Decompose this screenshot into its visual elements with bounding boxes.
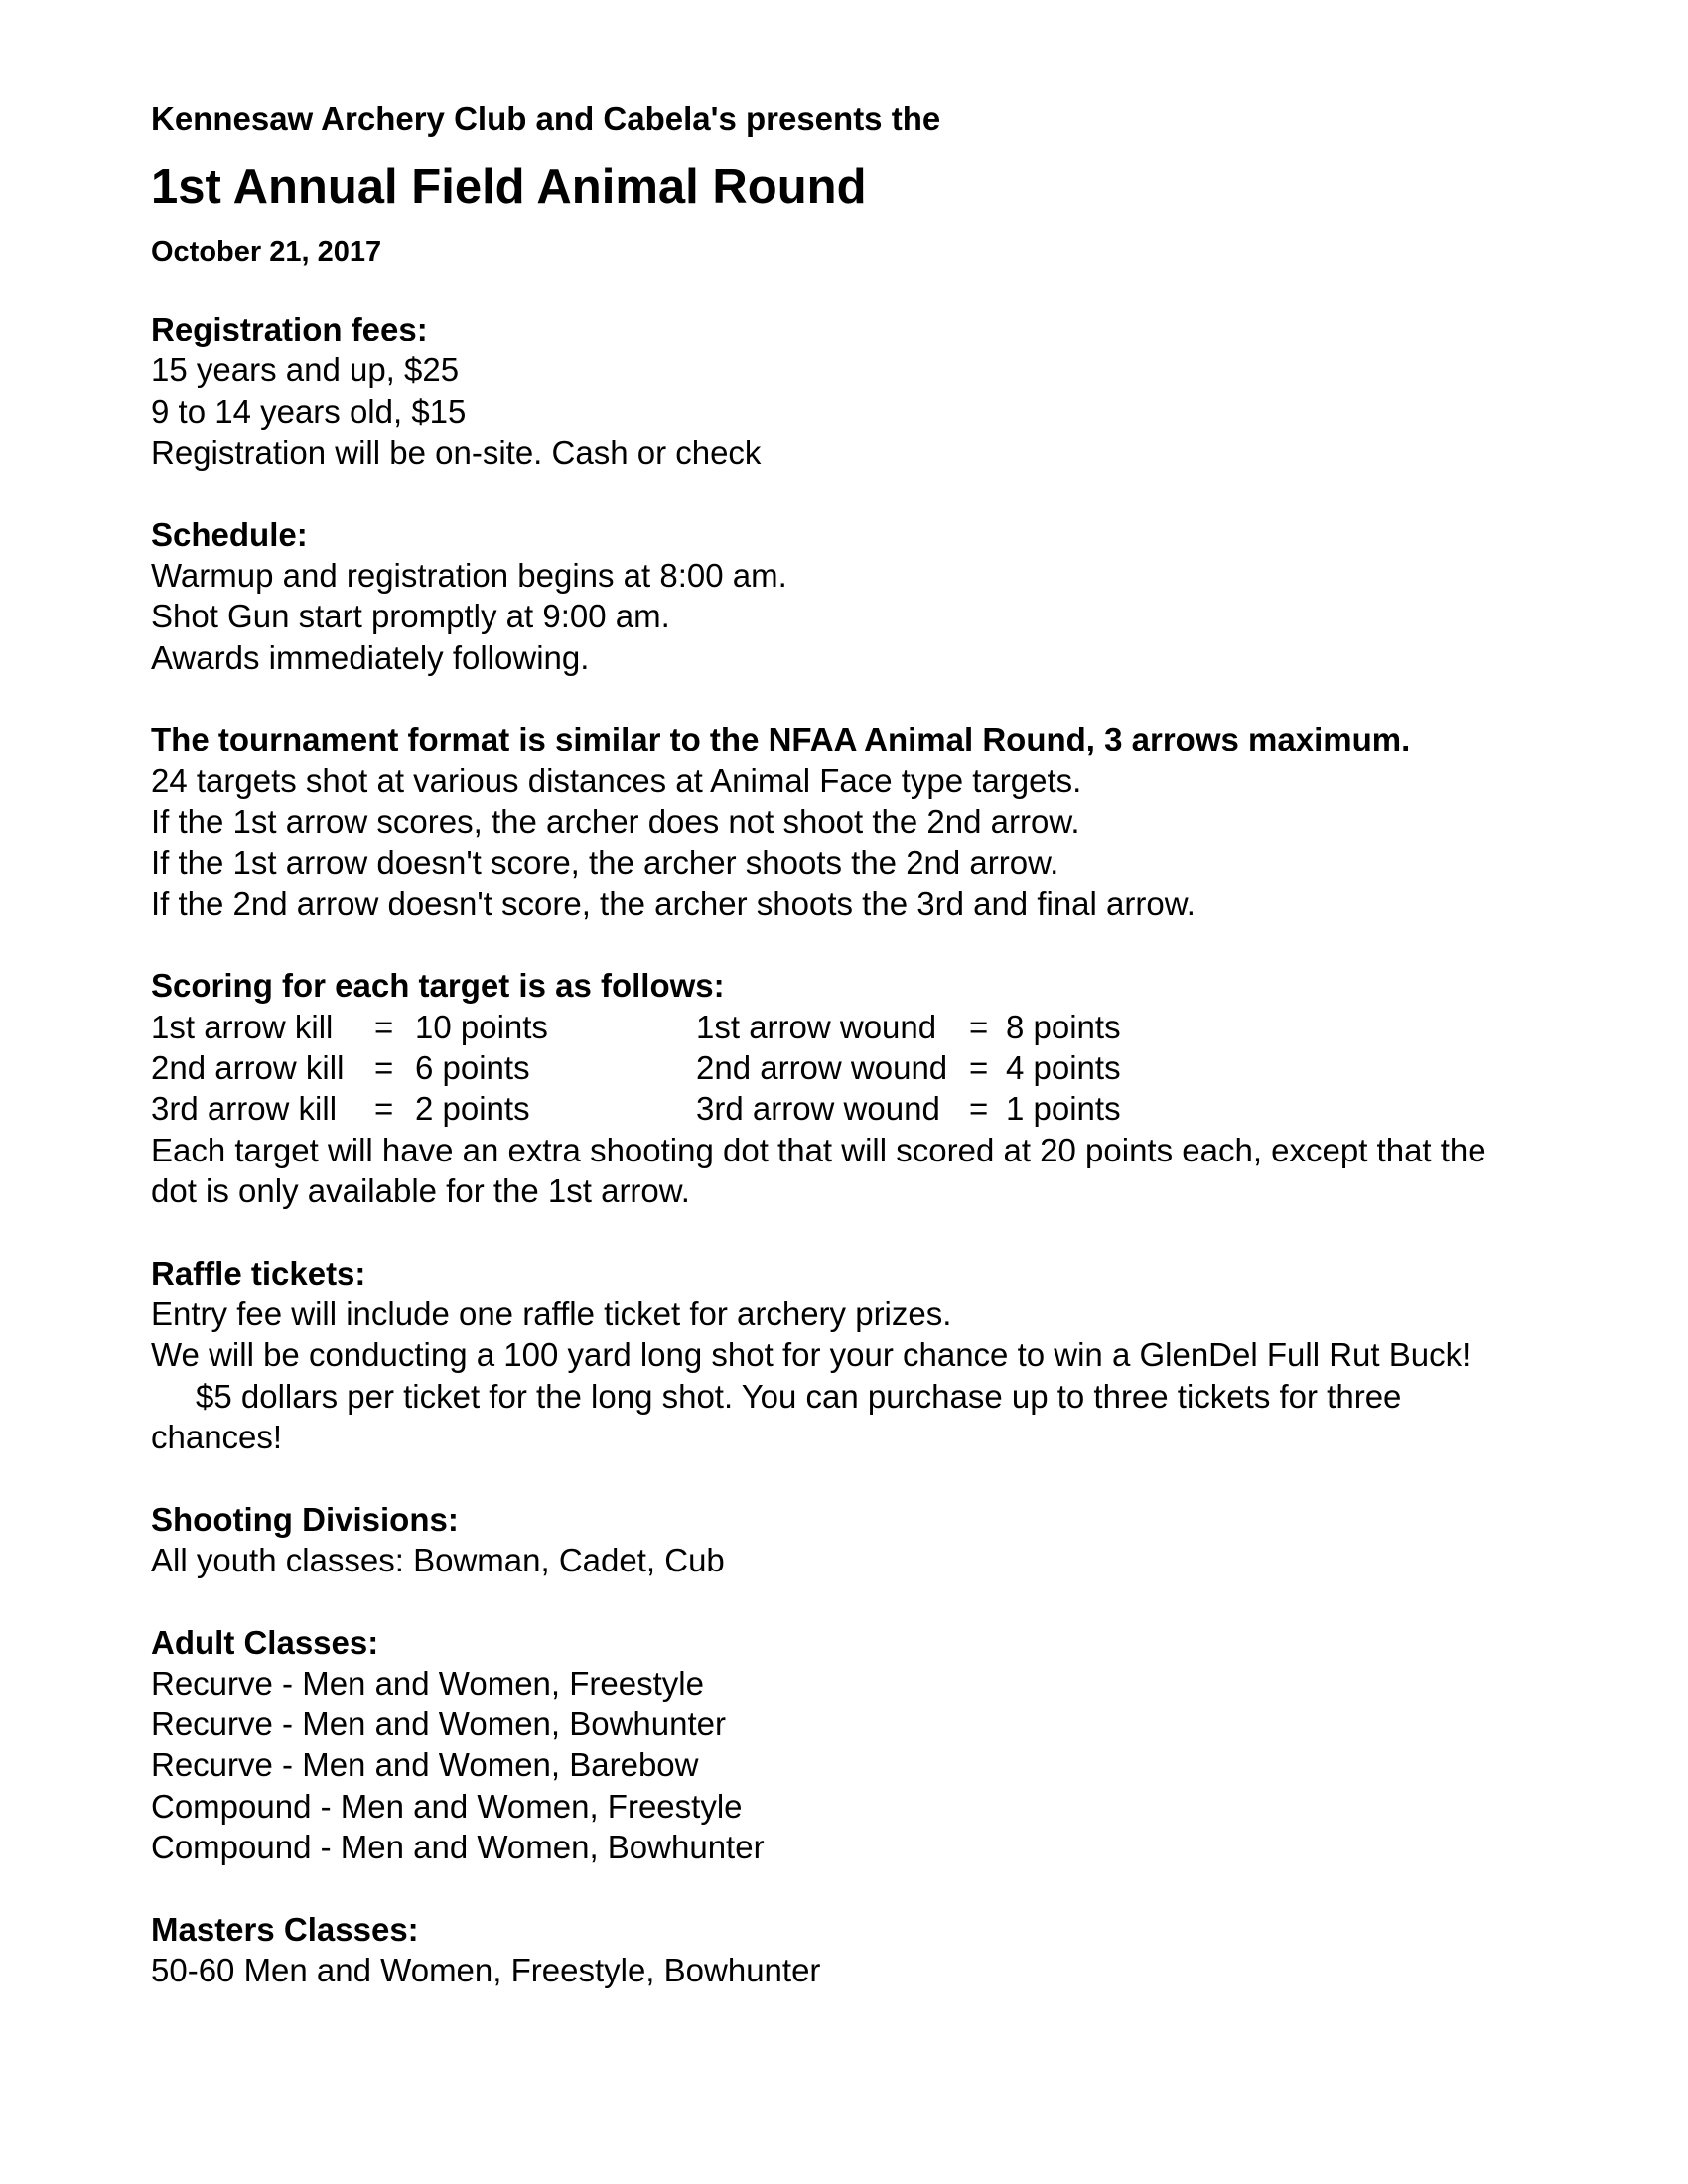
event-date: October 21, 2017 xyxy=(151,236,382,268)
raffle-line: We will be conducting a 100 yard long shot for your chance to win a GlenDel Full Rut Buck! xyxy=(151,1336,1472,1374)
scoring-section xyxy=(151,965,1541,1211)
adult-class-line: Recurve - Men and Women, Barebow xyxy=(151,1746,699,1784)
format-section xyxy=(151,719,1541,924)
kill-equals: = xyxy=(374,1048,394,1086)
schedule-line: Awards immediately following. xyxy=(151,638,590,676)
kill-label: 2nd arrow kill xyxy=(151,1048,345,1086)
schedule-section xyxy=(151,514,1541,678)
format-heading: The tournament format is similar to the NFAA Animal Round, 3 arrows maximum. xyxy=(151,721,1411,758)
adult-classes-heading: Adult Classes: xyxy=(151,1623,379,1661)
wound-equals: = xyxy=(969,1008,989,1045)
schedule-heading: Schedule: xyxy=(151,515,308,553)
kill-points: 6 points xyxy=(415,1048,530,1086)
divisions-line: All youth classes: Bowman, Cadet, Cub xyxy=(151,1541,725,1578)
format-line: If the 1st arrow doesn't score, the archer shoots the 2nd arrow. xyxy=(151,844,1059,882)
masters-classes-heading: Masters Classes: xyxy=(151,1910,419,1948)
wound-label: 2nd arrow wound xyxy=(696,1048,948,1086)
wound-equals: = xyxy=(969,1090,989,1128)
scoring-note-line: Each target will have an extra shooting dot that will scored at 20 points each, except that the xyxy=(151,1131,1486,1168)
masters-class-line: 50-60 Men and Women, Freestyle, Bowhunter xyxy=(151,1952,821,1989)
spacer xyxy=(151,678,1541,719)
kill-equals: = xyxy=(374,1090,394,1128)
scoring-note-line: dot is only available for the 1st arrow. xyxy=(151,1171,690,1209)
spacer xyxy=(151,1867,1541,1908)
spacer xyxy=(151,473,1541,513)
schedule-line: Shot Gun start promptly at 9:00 am. xyxy=(151,598,670,635)
raffle-line: $5 dollars per ticket for the long shot. You can purchase up to three tickets for three xyxy=(196,1377,1402,1415)
format-line: If the 1st arrow scores, the archer does not shoot the 2nd arrow. xyxy=(151,802,1080,840)
spacer xyxy=(151,1211,1541,1252)
schedule-line: Warmup and registration begins at 8:00 am. xyxy=(151,556,787,594)
kill-label: 1st arrow kill xyxy=(151,1008,334,1045)
spacer xyxy=(151,924,1541,965)
page-title: 1st Annual Field Animal Round xyxy=(151,160,867,213)
adult-class-line: Recurve - Men and Women, Freestyle xyxy=(151,1664,704,1702)
adult-class-line: Compound - Men and Women, Bowhunter xyxy=(151,1829,765,1866)
registration-heading: Registration fees: xyxy=(151,311,428,347)
kill-points: 2 points xyxy=(415,1090,530,1128)
wound-points: 8 points xyxy=(1006,1008,1121,1045)
adult-class-line: Compound - Men and Women, Freestyle xyxy=(151,1787,743,1825)
wound-points: 4 points xyxy=(1006,1048,1121,1086)
raffle-heading: Raffle tickets: xyxy=(151,1254,366,1292)
format-line: If the 2nd arrow doesn't score, the archer shoots the 3rd and final arrow. xyxy=(151,885,1196,922)
kill-points: 10 points xyxy=(415,1008,548,1045)
divisions-heading: Shooting Divisions: xyxy=(151,1500,459,1538)
adult-class-line: Recurve - Men and Women, Bowhunter xyxy=(151,1706,726,1743)
registration-line: 9 to 14 years old, $15 xyxy=(151,392,467,430)
raffle-line: chances! xyxy=(151,1418,283,1455)
masters-classes-section xyxy=(151,1909,1541,1991)
raffle-section xyxy=(151,1253,1541,1458)
registration-line: 15 years and up, $25 xyxy=(151,351,460,389)
wound-label: 1st arrow wound xyxy=(696,1008,937,1045)
scoring-row xyxy=(151,1007,1541,1047)
flyer-body xyxy=(151,309,1541,1990)
wound-equals: = xyxy=(969,1048,989,1086)
wound-label: 3rd arrow wound xyxy=(696,1090,940,1128)
scoring-row xyxy=(151,1088,1541,1129)
kill-label: 3rd arrow kill xyxy=(151,1090,338,1128)
raffle-line: Entry fee will include one raffle ticket for archery prizes. xyxy=(151,1295,952,1332)
divisions-section xyxy=(151,1499,1541,1581)
scoring-heading: Scoring for each target is as follows: xyxy=(151,967,725,1005)
adult-classes-section xyxy=(151,1622,1541,1868)
format-line: 24 targets shot at various distances at Animal Face type targets. xyxy=(151,761,1082,799)
registration-line: Registration will be on-site. Cash or check xyxy=(151,433,762,471)
kill-equals: = xyxy=(374,1008,394,1045)
presenter-line: Kennesaw Archery Club and Cabela's presents the xyxy=(151,100,941,137)
wound-points: 1 points xyxy=(1006,1090,1121,1128)
spacer xyxy=(151,1457,1541,1498)
spacer xyxy=(151,1580,1541,1621)
scoring-row xyxy=(151,1047,1541,1088)
registration-section xyxy=(151,309,1541,473)
